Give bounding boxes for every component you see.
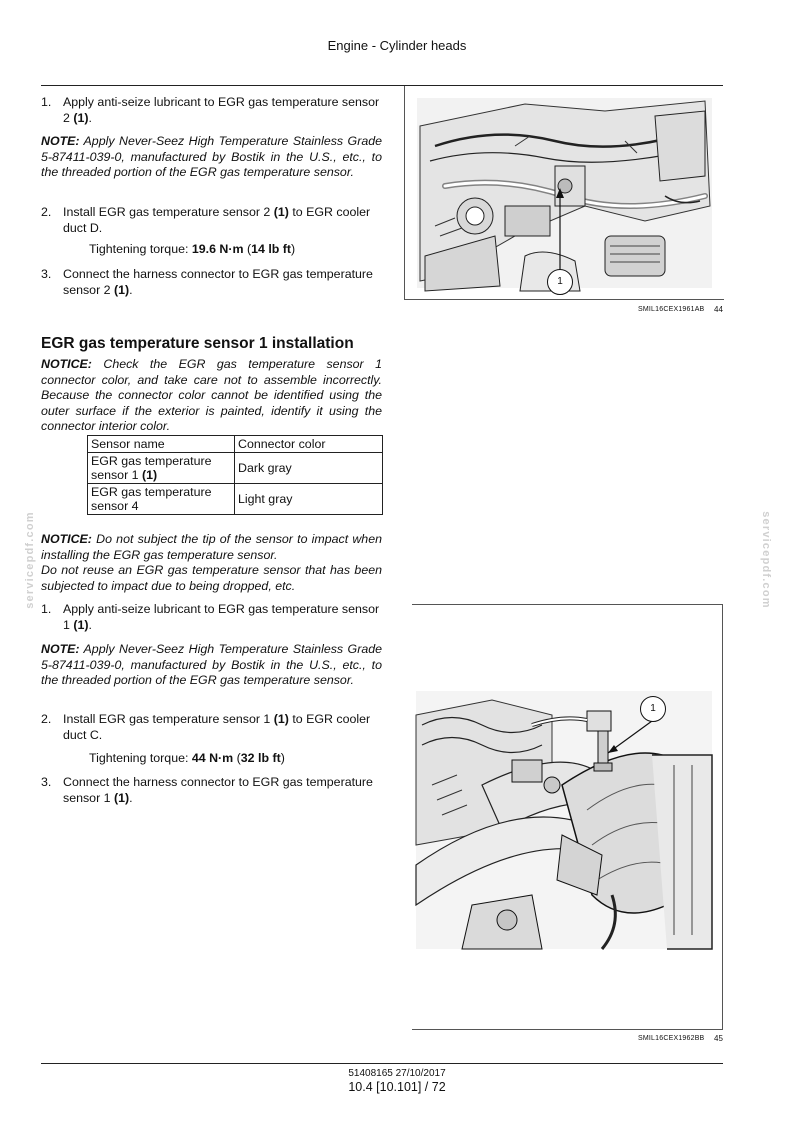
step-ref: (1)	[273, 712, 289, 726]
section2-torque: Tightening torque: 44 N·m (32 lb ft)	[89, 751, 285, 765]
notice-text: Do not reuse an EGR gas temperature sensor that has been subjected to impact due to being dropped, etc.	[41, 563, 382, 593]
table-cell-sensor: EGR gas temperature sensor 4	[88, 484, 235, 515]
table-header: Sensor name	[88, 436, 235, 453]
note-text: Apply Never-Seez High Temperature Stainless Grade 5-87411-039-0, manufactured by Bostik in the U.S., etc., to the threaded portion of the EGR gas temperature sensor.	[41, 134, 382, 179]
step-number: 2.	[41, 205, 52, 219]
torque-imperial: 14 lb ft	[251, 242, 292, 256]
table-cell-color: Dark gray	[235, 453, 383, 484]
step-number: 1.	[41, 95, 52, 109]
watermark-left: servicepdf.com	[24, 511, 36, 609]
section1-step3: 3. Connect the harness connector to EGR gas temperature sensor 2 (1).	[41, 267, 373, 297]
step-ref: (1)	[273, 205, 289, 219]
torque-label: Tightening torque:	[89, 751, 189, 765]
section1-step2: 2. Install EGR gas temperature sensor 2 (1) to EGR cooler duct D.	[41, 205, 371, 235]
step-ref: (1)	[113, 282, 130, 297]
notice-text: Check the EGR gas temperature sensor 1 connector color, and take care not to assemble incorrectly. Because the connector color cannot be identified using the outer surface if the exterior is painted, identify it using the connector interior color.	[41, 357, 382, 433]
figure-45-callout: 1	[640, 696, 666, 722]
section2-notice2	[41, 532, 382, 594]
table-header: Connector color	[235, 436, 383, 453]
table-row	[88, 484, 383, 515]
section2-notice1	[41, 357, 382, 435]
table-header-row	[88, 436, 383, 453]
torque-value: 19.6 N·m	[191, 242, 244, 256]
step-ref: (1)	[113, 790, 130, 805]
step-number: 2.	[41, 712, 52, 726]
section2-step2: 2. Install EGR gas temperature sensor 1 (1) to EGR cooler duct C.	[41, 712, 371, 742]
figure-45-frame	[412, 604, 723, 1030]
engine-illustration-45	[412, 605, 722, 1029]
figure-44-number: 44	[714, 305, 723, 314]
step-text: Connect the harness connector to EGR gas temperature sensor 1	[63, 775, 373, 805]
figure-44-callout: 1	[547, 269, 573, 295]
section1-step1: 1. Apply anti-seize lubricant to EGR gas temperature sensor 2 (1).	[41, 95, 380, 125]
table-row	[88, 453, 383, 484]
step-number: 1.	[41, 602, 52, 616]
notice-label: NOTICE:	[41, 532, 92, 546]
watermark-right: servicepdf.com	[760, 511, 772, 609]
step-text: Install EGR gas temperature sensor 2	[63, 205, 271, 219]
section1-torque: Tightening torque: 19.6 N·m (14 lb ft)	[89, 242, 296, 256]
step-number: 3.	[41, 267, 52, 281]
figure-45-caption: SMIL16CEX1962BB	[638, 1035, 705, 1042]
note-label: NOTE:	[41, 134, 80, 148]
engine-illustration-44	[405, 86, 724, 299]
section1-note	[41, 134, 382, 181]
step-ref: (1)	[73, 110, 89, 125]
torque-label: Tightening torque:	[89, 242, 189, 256]
footer-doc-id: 51408165 27/10/2017	[348, 1068, 446, 1079]
table-cell-color: Light gray	[235, 484, 383, 515]
section2-step3: 3. Connect the harness connector to EGR gas temperature sensor 1 (1).	[41, 775, 373, 805]
figure-44	[404, 86, 724, 300]
step-text: Apply anti-seize lubricant to EGR gas temperature sensor 2	[63, 95, 380, 125]
notice-text: Do not subject the tip of the sensor to impact when installing the EGR gas temperature sensor.	[41, 532, 382, 562]
connector-color-table	[87, 435, 383, 515]
figure-45-number: 45	[714, 1034, 723, 1043]
note-label: NOTE:	[41, 642, 80, 656]
step-text: Install EGR gas temperature sensor 1	[63, 712, 271, 726]
page-header-title: Engine - Cylinder heads	[327, 38, 467, 53]
step-text: Apply anti-seize lubricant to EGR gas temperature sensor 1	[63, 602, 380, 632]
step-ref: (1)	[73, 617, 89, 632]
step-text: Connect the harness connector to EGR gas temperature sensor 2	[63, 267, 373, 297]
section2-note	[41, 642, 382, 689]
note-text: Apply Never-Seez High Temperature Stainless Grade 5-87411-039-0, manufactured by Bostik in the U.S., etc., to the threaded portion of the EGR gas temperature sensor.	[41, 642, 382, 687]
torque-imperial: 32 lb ft	[240, 751, 281, 765]
torque-value: 44 N·m	[191, 751, 234, 765]
section-heading: EGR gas temperature sensor 1 installation	[41, 335, 354, 352]
section2-step1: 1. Apply anti-seize lubricant to EGR gas temperature sensor 1 (1).	[41, 602, 380, 632]
footer-rule	[41, 1063, 723, 1064]
notice-label: NOTICE:	[41, 357, 92, 371]
table-cell-sensor: EGR gas temperature sensor 1 (1)	[88, 453, 235, 484]
figure-44-caption: SMIL16CEX1961AB	[638, 306, 705, 313]
footer-page-number: 10.4 [10.101] / 72	[348, 1080, 446, 1094]
step-number: 3.	[41, 775, 52, 789]
